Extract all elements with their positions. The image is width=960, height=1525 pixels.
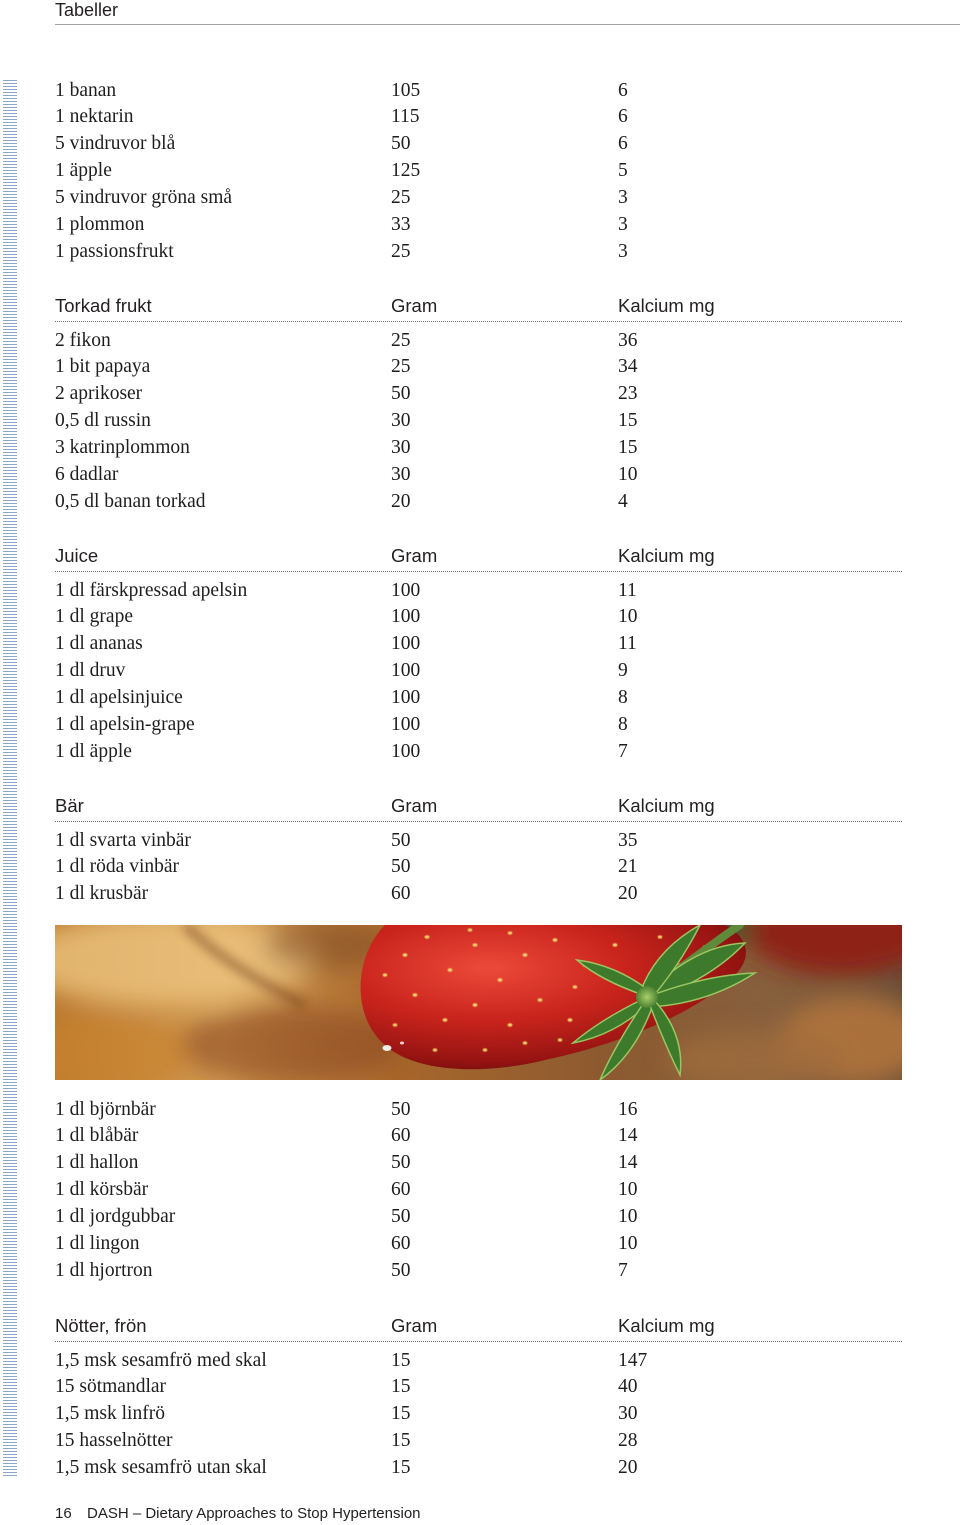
gram-value: 50 [391, 133, 411, 155]
kalcium-value: 4 [618, 490, 628, 512]
table-row [55, 1097, 902, 1124]
kalcium-value: 36 [618, 329, 638, 351]
item-name: 6 dadlar [55, 463, 119, 485]
gram-value: 100 [391, 606, 421, 628]
column-header-gram: Gram [391, 294, 438, 316]
item-name: 1 dl svarta vinbär [55, 829, 191, 851]
table-row [55, 1231, 902, 1258]
kalcium-value: 14 [618, 1152, 638, 1174]
gram-value: 100 [391, 579, 421, 601]
table-row [55, 578, 902, 605]
header-divider [55, 24, 960, 25]
kalcium-value: 3 [618, 186, 628, 208]
kalcium-value: 35 [618, 829, 638, 851]
item-name: 1 dl röda vinbär [55, 856, 180, 878]
section-title: Nötter, frön [55, 1314, 147, 1336]
table-row [55, 739, 902, 766]
section-header [55, 542, 902, 572]
table-row [55, 185, 902, 212]
kalcium-value: 15 [618, 436, 638, 458]
table-row [55, 435, 902, 462]
item-name: 1 dl jordgubbar [55, 1205, 176, 1227]
kalcium-value: 6 [618, 133, 628, 155]
table-row [55, 631, 902, 658]
kalcium-value: 10 [618, 606, 638, 628]
gram-value: 60 [391, 1125, 411, 1147]
item-name: 1 dl apelsin-grape [55, 713, 195, 735]
item-name: 0,5 dl russin [55, 410, 151, 432]
section-title: Torkad frukt [55, 294, 152, 316]
gram-value: 60 [391, 883, 411, 905]
table-body [55, 1097, 902, 1285]
gram-value: 50 [391, 1152, 411, 1174]
item-name: 1 passionsfrukt [55, 240, 174, 262]
column-header-kalcium: Kalcium mg [618, 544, 715, 566]
table-row [55, 239, 902, 266]
table-row [55, 1455, 902, 1482]
strawberry-illustration [55, 925, 902, 1080]
section-title: Juice [55, 544, 99, 566]
gram-value: 33 [391, 213, 411, 235]
gram-value: 20 [391, 490, 411, 512]
section-notter-fron [55, 1312, 902, 1482]
decorative-side-stripe [3, 80, 17, 1477]
item-name: 1 dl färskpressad apelsin [55, 579, 248, 601]
section-bar-continued [55, 1097, 902, 1285]
gram-value: 50 [391, 856, 411, 878]
column-header-gram: Gram [391, 544, 438, 566]
section-header [55, 292, 902, 322]
kalcium-value: 3 [618, 240, 628, 262]
gram-value: 30 [391, 410, 411, 432]
gram-value: 25 [391, 186, 411, 208]
table-row [55, 881, 902, 908]
kalcium-value: 40 [618, 1376, 638, 1398]
item-name: 3 katrinplommon [55, 436, 190, 458]
gram-value: 100 [391, 740, 421, 762]
item-name: 1 dl äpple [55, 740, 132, 762]
item-name: 1 plommon [55, 213, 145, 235]
kalcium-value: 5 [618, 160, 628, 182]
item-name: 1 nektarin [55, 106, 134, 128]
gram-value: 15 [391, 1349, 411, 1371]
table-row [55, 1150, 902, 1177]
table-row [55, 328, 902, 355]
gram-value: 50 [391, 829, 411, 851]
section-header [55, 792, 902, 822]
page-title: Tabeller [55, 0, 119, 20]
table-row [55, 854, 902, 881]
section-bar [55, 792, 902, 909]
item-name: 1 dl ananas [55, 633, 143, 655]
item-name: 1,5 msk sesamfrö utan skal [55, 1456, 267, 1478]
table-row [55, 828, 902, 855]
kalcium-value: 14 [618, 1125, 638, 1147]
gram-value: 50 [391, 1098, 411, 1120]
item-name: 2 aprikoser [55, 383, 143, 405]
item-name: 1 dl lingon [55, 1232, 140, 1254]
kalcium-value: 20 [618, 1456, 638, 1478]
item-name: 1 dl druv [55, 660, 126, 682]
table-row [55, 1123, 902, 1150]
table-row [55, 158, 902, 185]
kalcium-value: 30 [618, 1403, 638, 1425]
kalcium-value: 10 [618, 1205, 638, 1227]
strawberry-photo [55, 925, 902, 1080]
item-name: 1 dl grape [55, 606, 133, 628]
item-name: 1 dl hjortron [55, 1259, 153, 1281]
item-name: 1 dl hallon [55, 1152, 139, 1174]
item-name: 5 vindruvor blå [55, 133, 176, 155]
footer-text: DASH – Dietary Approaches to Stop Hypertension [87, 1505, 421, 1522]
kalcium-value: 3 [618, 213, 628, 235]
table-row [55, 658, 902, 685]
item-name: 5 vindruvor gröna små [55, 186, 233, 208]
section-torkad-frukt [55, 292, 902, 516]
table-row [55, 712, 902, 739]
section-juice [55, 542, 902, 766]
item-name: 1 dl körsbär [55, 1179, 149, 1201]
item-name: 1 dl krusbär [55, 883, 149, 905]
kalcium-value: 15 [618, 410, 638, 432]
column-header-kalcium: Kalcium mg [618, 294, 715, 316]
table-row [55, 354, 902, 381]
column-header-gram: Gram [391, 1314, 438, 1336]
table-row [55, 131, 902, 158]
kalcium-value: 9 [618, 660, 628, 682]
gram-value: 25 [391, 356, 411, 378]
gram-value: 50 [391, 383, 411, 405]
item-name: 1,5 msk linfrö [55, 1403, 165, 1425]
gram-value: 30 [391, 463, 411, 485]
gram-value: 60 [391, 1232, 411, 1254]
kalcium-value: 16 [618, 1098, 638, 1120]
kalcium-value: 7 [618, 740, 628, 762]
gram-value: 125 [391, 160, 421, 182]
gram-value: 100 [391, 686, 421, 708]
gram-value: 15 [391, 1403, 411, 1425]
column-header-kalcium: Kalcium mg [618, 794, 715, 816]
table-row [55, 1258, 902, 1285]
section-header [55, 1312, 902, 1342]
table-row [55, 1401, 902, 1428]
gram-value: 15 [391, 1376, 411, 1398]
table-row [55, 685, 902, 712]
table-row [55, 212, 902, 239]
table-row [55, 1177, 902, 1204]
gram-value: 25 [391, 329, 411, 351]
kalcium-value: 11 [618, 579, 637, 601]
kalcium-value: 10 [618, 463, 638, 485]
kalcium-value: 28 [618, 1430, 638, 1452]
table-row [55, 462, 902, 489]
kalcium-value: 8 [618, 713, 628, 735]
item-name: 1,5 msk sesamfrö med skal [55, 1349, 267, 1371]
kalcium-value: 21 [618, 856, 638, 878]
item-name: 1 banan [55, 79, 117, 101]
gram-value: 25 [391, 240, 411, 262]
kalcium-value: 23 [618, 383, 638, 405]
table-row [55, 1428, 902, 1455]
item-name: 0,5 dl banan torkad [55, 490, 206, 512]
kalcium-value: 11 [618, 633, 637, 655]
table-row [55, 1204, 902, 1231]
table-row [55, 408, 902, 435]
section-title: Bär [55, 794, 84, 816]
gram-value: 50 [391, 1259, 411, 1281]
table-row [55, 381, 902, 408]
table-body [55, 578, 902, 766]
item-name: 1 dl blåbär [55, 1125, 139, 1147]
column-header-gram: Gram [391, 794, 438, 816]
gram-value: 50 [391, 1205, 411, 1227]
item-name: 1 bit papaya [55, 356, 151, 378]
table-row [55, 489, 902, 516]
item-name: 1 äpple [55, 160, 112, 182]
table-row [55, 104, 902, 131]
gram-value: 105 [391, 79, 421, 101]
gram-value: 15 [391, 1456, 411, 1478]
gram-value: 100 [391, 633, 421, 655]
table-row [55, 1348, 902, 1375]
kalcium-value: 34 [618, 356, 638, 378]
item-name: 2 fikon [55, 329, 111, 351]
kalcium-value: 10 [618, 1232, 638, 1254]
item-name: 15 hasselnötter [55, 1430, 173, 1452]
table-row [55, 604, 902, 631]
kalcium-value: 8 [618, 686, 628, 708]
kalcium-value: 20 [618, 883, 638, 905]
table-body [55, 828, 902, 909]
page-number: 16 [55, 1505, 72, 1522]
section-fresh-fruit [55, 78, 902, 266]
kalcium-value: 6 [618, 106, 628, 128]
table-row [55, 78, 902, 105]
gram-value: 60 [391, 1179, 411, 1201]
kalcium-value: 6 [618, 79, 628, 101]
item-name: 1 dl björnbär [55, 1098, 156, 1120]
column-header-kalcium: Kalcium mg [618, 1314, 715, 1336]
kalcium-value: 7 [618, 1259, 628, 1281]
table-row [55, 1374, 902, 1401]
kalcium-value: 147 [618, 1349, 648, 1371]
gram-value: 115 [391, 106, 420, 128]
gram-value: 30 [391, 436, 411, 458]
item-name: 15 sötmandlar [55, 1376, 167, 1398]
table-body [55, 1348, 902, 1482]
gram-value: 100 [391, 713, 421, 735]
table-body [55, 328, 902, 516]
gram-value: 100 [391, 660, 421, 682]
kalcium-value: 10 [618, 1179, 638, 1201]
gram-value: 15 [391, 1430, 411, 1452]
table-body [55, 78, 902, 266]
item-name: 1 dl apelsinjuice [55, 686, 183, 708]
